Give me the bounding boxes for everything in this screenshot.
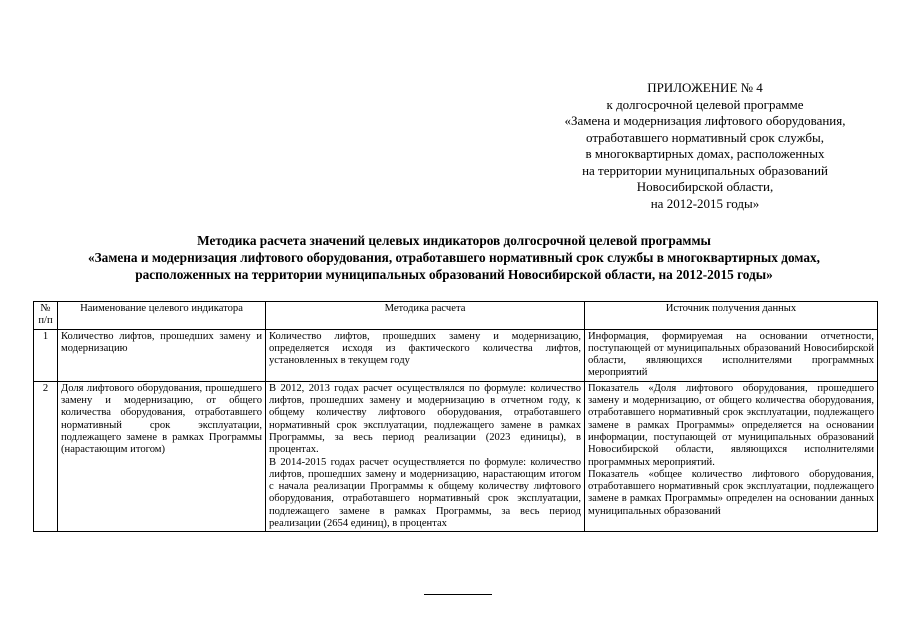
- indicators-table: [33, 301, 878, 532]
- header-source: Источник получения данных: [585, 302, 878, 330]
- appendix-line: к долгосрочной целевой программе: [606, 96, 804, 112]
- method-cell: [266, 381, 585, 532]
- row-number: 2: [34, 381, 58, 532]
- table-row: [34, 329, 878, 381]
- row-number: 1: [34, 329, 58, 381]
- appendix-line: «Замена и модернизация лифтового оборудования,: [564, 113, 846, 128]
- source-cell: [585, 329, 878, 381]
- method-paragraph: В 2012, 2013 годах расчет осуществлялся по формуле: количество лифтов, прошедших замену и модернизацию в отчетном году, к общему количеству лифтового оборудования, отработавшего нормативный срок эксплуатации, подлежащего замене в рамках Программы, за весь период реализации (2023 единицы), в процентах.: [269, 382, 581, 456]
- source-cell: [585, 381, 878, 532]
- indicator-name: Доля лифтового оборудования, прошедшего замену и модернизацию, от общего количества оборудования, отработавшего нормативный срок эксплуатации, подлежащего замене в рамках Программы (нарастающим итогом): [58, 381, 266, 532]
- document-title: [20, 232, 888, 283]
- method-paragraph: В 2014-2015 годах расчет осуществляется по формуле: количество лифтов, прошедших замену и модернизацию, нарастающим итогом с начала реализации Программы к общему количеству лифтового оборудования, отработавшего нормативный срок эксплуатации, подлежащего замене в рамках Программы, за весь период реализации (2654 единиц), в процентах: [269, 456, 581, 530]
- source-paragraph: Показатель «Доля лифтового оборудования, прошедшего замену и модернизацию, от общего количества оборудования, отработавшего нормативный срок эксплуатации, подлежащего замене в рамках Программы» определяется на основании информации, поступающей от муниципальных образований Новосибирской области, являющихся исполнителями программных мероприятий.: [588, 382, 874, 468]
- header-number: № п/п: [34, 302, 58, 330]
- title-line: Методика расчета значений целевых индикаторов долгосрочной целевой программы: [197, 233, 711, 248]
- title-line: расположенных на территории муниципальных образований Новосибирской области, на 2012-2015 годы»: [135, 267, 773, 282]
- header-method: Методика расчета: [266, 302, 585, 330]
- appendix-header: [520, 80, 890, 212]
- appendix-line: в многоквартирных домах, расположенных: [585, 146, 825, 161]
- table-row: [34, 381, 878, 532]
- method-cell: [266, 329, 585, 381]
- appendix-line: отработавшего нормативный срок службы,: [585, 129, 824, 145]
- title-line: «Замена и модернизация лифтового оборудования, отработавшего нормативный срок службы в многоквартирных домах,: [88, 250, 820, 265]
- footer-divider: [424, 594, 492, 595]
- indicator-name: Количество лифтов, прошедших замену и модернизацию: [58, 329, 266, 381]
- header-indicator-name: Наименование целевого индикатора: [58, 302, 266, 330]
- source-paragraph: Показатель «общее количество лифтового оборудования, отработавшего нормативный срок эксплуатации, подлежащего замене в рамках Программы» определен на основании данных муниципальных образований: [588, 468, 874, 517]
- appendix-line: Новосибирской области,: [636, 179, 774, 194]
- method-paragraph: Количество лифтов, прошедших замену и модернизацию, определяется исходя из фактического количества лифтов, установленных в текущем году: [269, 330, 581, 367]
- table-header-row: [34, 302, 878, 330]
- appendix-line: на 2012-2015 годы»: [650, 195, 760, 211]
- appendix-line: на территории муниципальных образований: [582, 162, 828, 178]
- source-paragraph: Информация, формируемая на основании отчетности, поступающей от муниципальных образований Новосибирской области, являющихся исполнителями программных мероприятий: [588, 330, 874, 379]
- appendix-line: ПРИЛОЖЕНИЕ № 4: [647, 80, 763, 95]
